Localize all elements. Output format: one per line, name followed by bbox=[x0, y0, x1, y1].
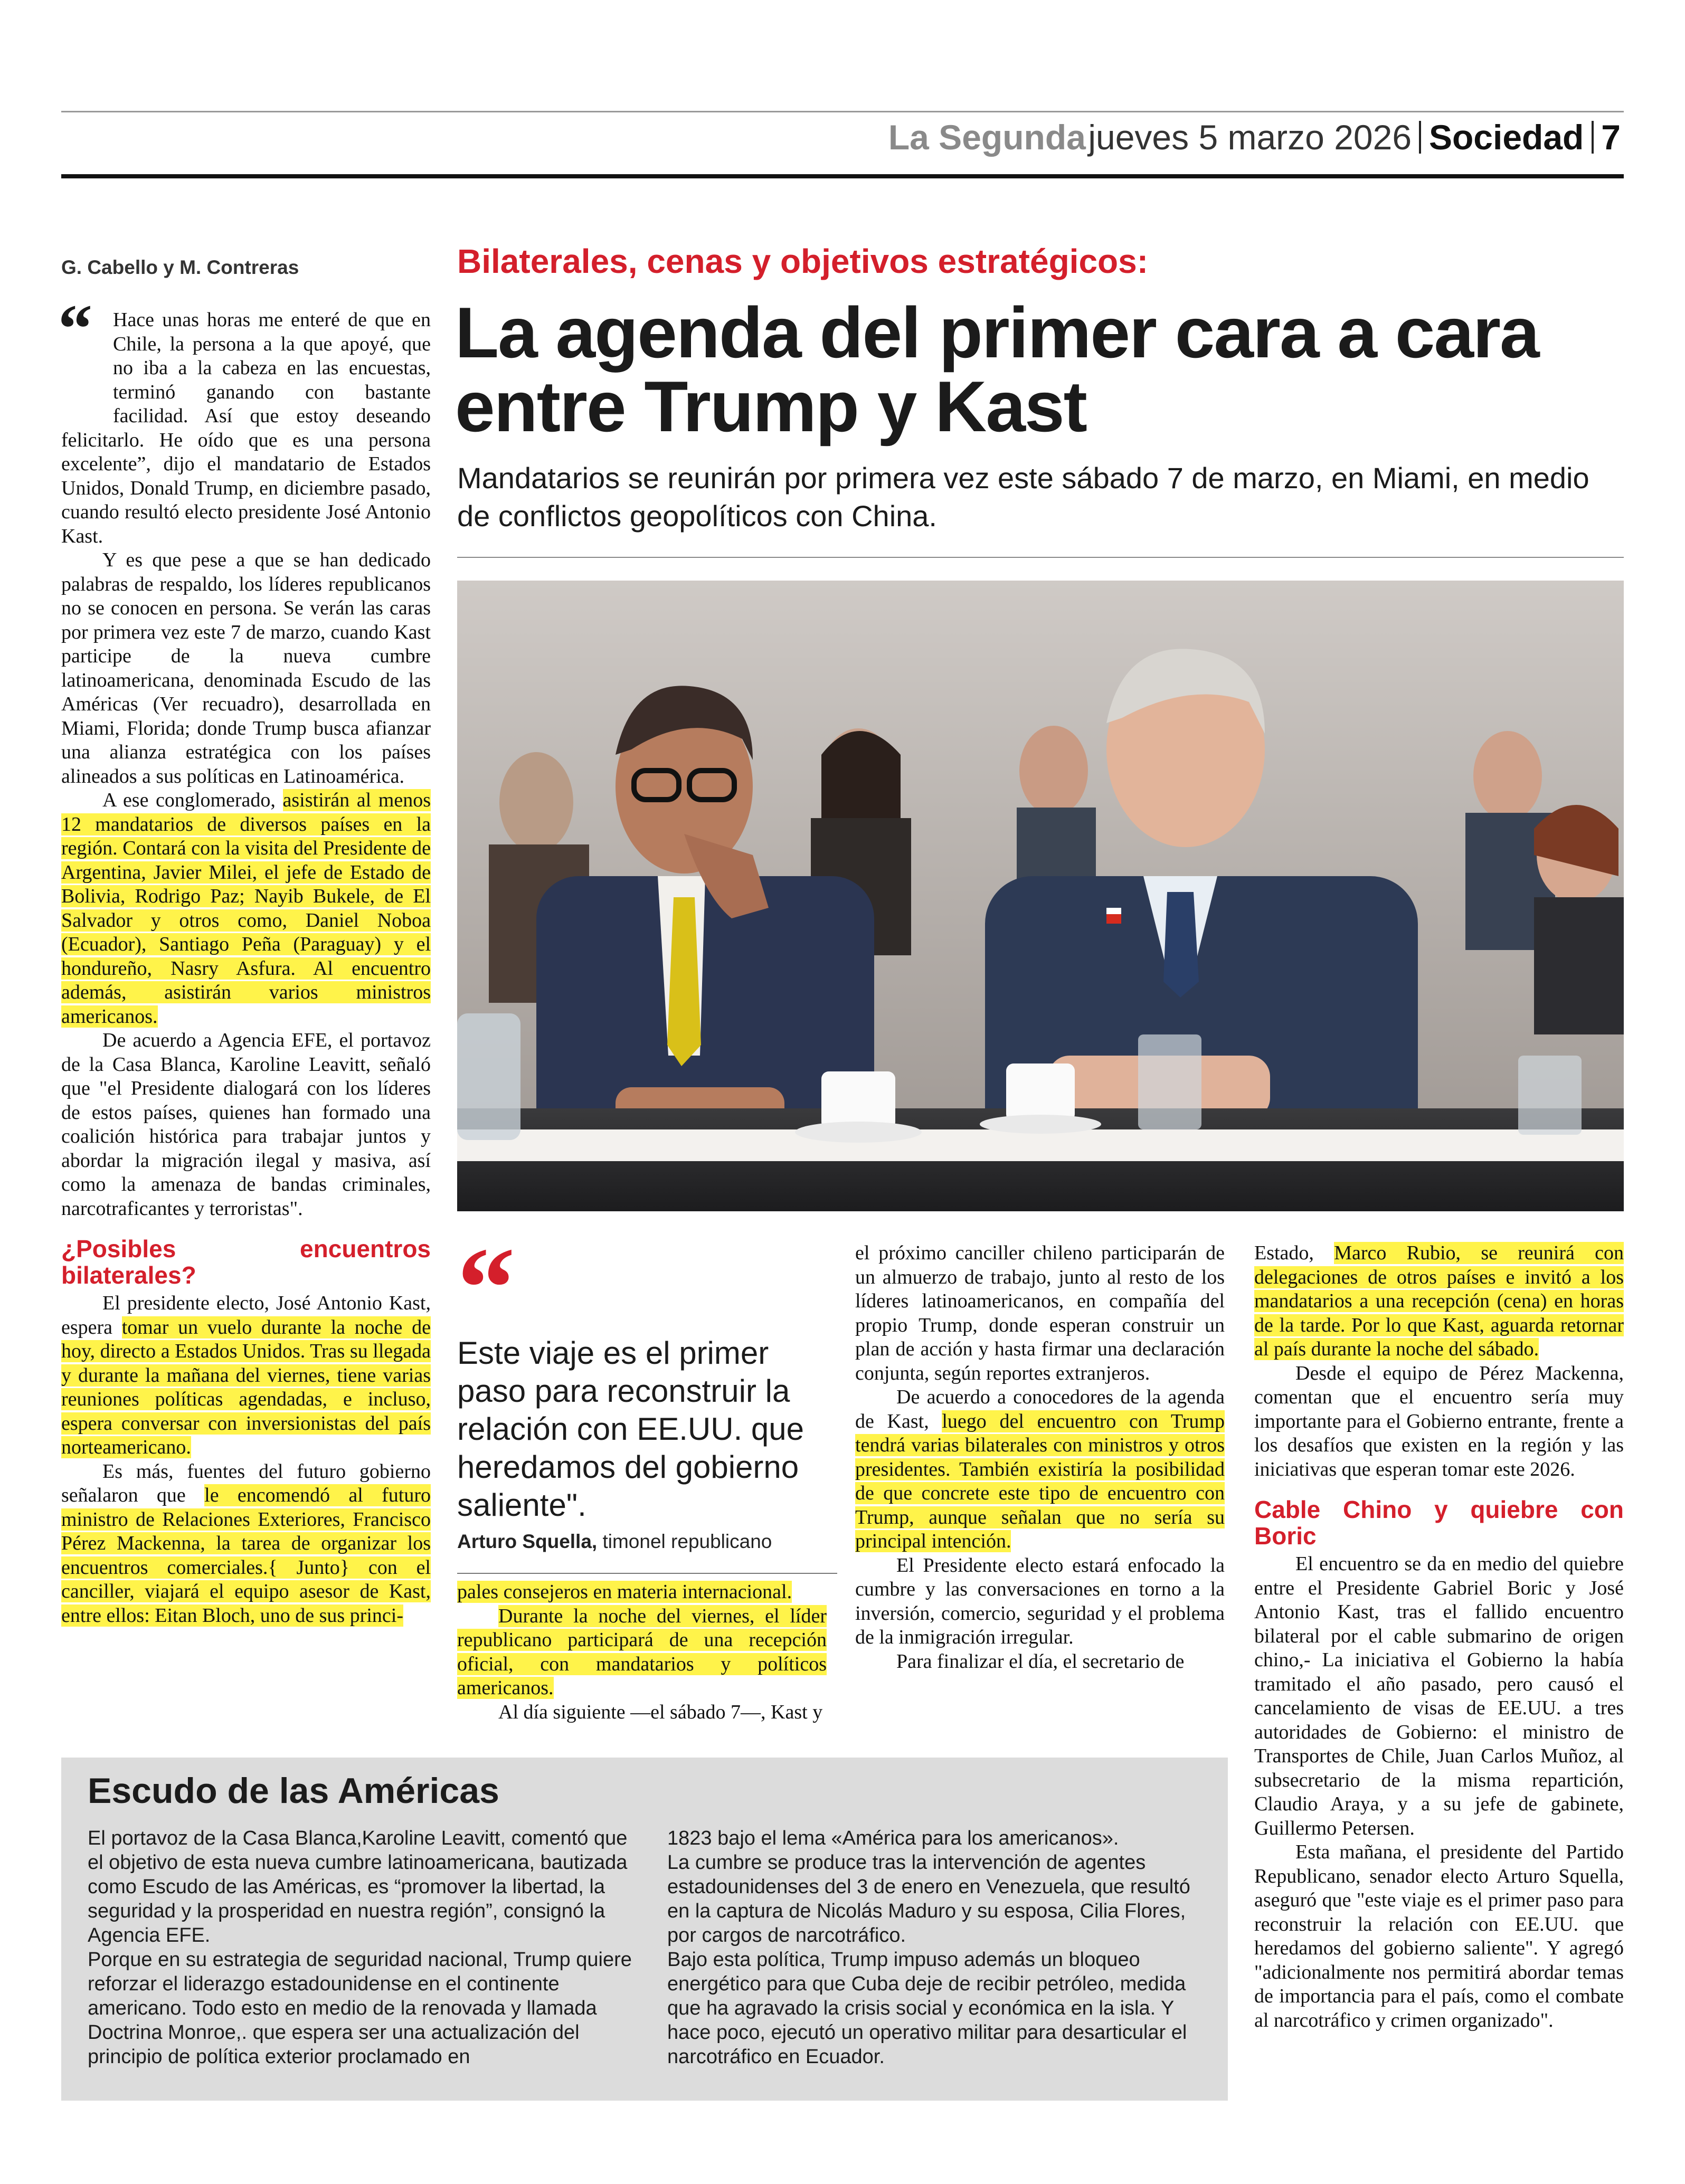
lead-quote-mark: “ bbox=[58, 291, 92, 367]
paragraph: el próximo canciller chileno participarán de un almuerzo de trabajo, junto al resto de los líderes latinoamericanos, en compañía del propio Trump, donde esperan construir un plan de acción y hasta firmar una declaración conjunta, según reportes extranjeros. bbox=[855, 1242, 1225, 1384]
subhead: ¿Posibles encuentros bilaterales? bbox=[61, 1235, 431, 1289]
paragraph: Al día siguiente —el sábado 7—, Kast y bbox=[498, 1701, 823, 1723]
sidebar-box bbox=[61, 1758, 1228, 2101]
paragraph: Durante la noche del viernes, el líder republicano participará de una recepción oficial, con mandatarios y políticos americanos. bbox=[457, 1604, 827, 1699]
sidebar-text-right: 1823 bajo el lema «América para los americanos». La cumbre se produce tras la intervención de agentes estadounidenses del 3 de enero en Venezuela, que resultó en la captura de Nicolás Maduro y su esposa, Cilia Flores, por cargos de narcotráfico. Bajo esta política, Trump impuso además un bloqueo energético para que Cuba deje de recibir petróleo, medida que ha agravado la crisis social y económica en la isla. Y hace poco, ejecutó un operativo militar para desarticular el narcotráfico en Ecuador. bbox=[667, 1827, 1190, 2068]
paragraph: Desde el equipo de Pérez Mackenna, comentan que el encuentro sería muy importante para el Gobierno entrante, frente a los desafíos que existen en la región y las iniciativas que esperan tomar este 2026. bbox=[1254, 1362, 1624, 1480]
sidebar-text-left: El portavoz de la Casa Blanca,Karoline Leavitt, comentó que el objetivo de esta nueva cumbre latinoamericana, bautizada como Escudo de las Américas, es “promover la libertad, la seguridad y la prosperidad en nuestra región”, consignó la Agencia EFE. Porque en su estrategia de seguridad nacional, Trump quiere reforzar el liderazgo estadounidense en el continente americano. Todo esto en medio de la renovada y llamada Doctrina Monroe,. que espera ser una actualización del principio de política exterior proclamado en bbox=[88, 1827, 632, 2068]
paragraph: Y es que pese a que se han dedicado palabras de respaldo, los líderes republicanos no se conocen en persona. Se verán las caras por primera vez este 7 de marzo, cuando Kast participe de la nueva cumbre latinoamericana, denominada Escudo de las Américas (Ver recuadro), desarrollada en Miami, Florida; donde Trump busca afianzar una alianza estratégica con los países alineados a sus políticas en Latinoamérica. bbox=[61, 549, 431, 787]
subhead: Cable Chino y quiebre con Boric bbox=[1254, 1496, 1624, 1550]
paragraph: El encuentro se da en medio del quiebre entre el Presidente Gabriel Boric y José Antonio Kast, tras el fallido encuentro bilateral por el cable submarino de origen chino,- La iniciativa el Gobierno la había tramitado el año pasado, pero causó el cancelamiento de visas de EE.UU. a tres autoridades de Gobierno: el ministro de Transportes de Chile, Juan Carlos Muñoz, al subsecretario de la misma repartición, Claudio Araya, y a su jefe de gabinete, Guillermo Petersen. bbox=[1254, 1553, 1624, 1839]
pullquote-mark: “ bbox=[457, 1223, 515, 1352]
paragraph: Es más, fuentes del futuro gobierno señalaron que le encomendó al futuro ministro de Relaciones Exteriores, Francisco Pérez Mackenna, la tarea de organizar los encuentros comerciales.{ Junto} con el canciller, viajará el equipo asesor de Kast, entre ellos: Eitan Bloch, uno de sus princi- bbox=[61, 1460, 431, 1627]
paragraph: pales consejeros en materia internacional. bbox=[457, 1581, 792, 1603]
pullquote-role: timonel republicano bbox=[602, 1531, 772, 1552]
header-date: jueves 5 marzo 2026 bbox=[1088, 118, 1412, 157]
paragraph: Esta mañana, el presidente del Partido Republicano, senador electo Arturo Squella, aseguró que "este viaje es el primer paso para reconstruir la relación con EE.UU. que heredamos del gobierno saliente". Y agregó "adicionalmente nos permitirá abordar temas de importancia para el país, como el combate al narcotráfico y crimen organizado". bbox=[1254, 1841, 1624, 2031]
deck: Mandatarios se reunirán por primera vez este sábado 7 de marzo, en Miami, en medio de conflictos geopolíticos con China. bbox=[457, 461, 1589, 533]
pullquote-author: Arturo Squella, bbox=[457, 1531, 598, 1552]
pullquote-attribution bbox=[457, 1531, 837, 1553]
pullquote-rule bbox=[457, 1573, 837, 1574]
paragraph: De acuerdo a conocedores de la agenda de Kast, luego del encuentro con Trump tendrá varias bilaterales con ministros y otros presidentes. También existiría la posibilidad de que concrete este tipo de encuentro con Trump, aunque señalan que no sería su principal intención. bbox=[855, 1386, 1225, 1552]
paragraph: Estado, Marco Rubio, se reunirá con delegaciones de otros países e invitó a los mandatarios a una recepción (cena) en horas de la tarde. Por lo que Kast, aguarda retornar al país durante la noche del sábado. bbox=[1254, 1242, 1624, 1360]
lead-paragraph: Hace unas horas me enteré de que en Chile, la persona a la que apoyé, que no iba a la cabeza en las encuestas, terminó ganando con bastante facilidad. Así que estoy deseando felicitarlo. He oído que es una persona excelente”, dijo el mandatario de Estados Unidos, Donald Trump, en diciembre pasado, cuando resultó electo presidente José Antonio Kast. bbox=[61, 309, 431, 547]
page-number: 7 bbox=[1601, 118, 1621, 157]
sidebar-title: Escudo de las Américas bbox=[88, 1771, 499, 1811]
brand-name: La Segunda bbox=[888, 118, 1086, 157]
article-column-2 bbox=[457, 1580, 827, 1724]
article-column-1 bbox=[58, 291, 431, 1628]
paragraph: El Presidente electo estará enfocado la cumbre y las conversaciones en torno a la inversión, comercio, seguridad y el problema de la inmigración irregular. bbox=[855, 1554, 1225, 1648]
article-column-4 bbox=[1254, 1241, 1624, 2033]
article-photo bbox=[457, 581, 1624, 1211]
paragraph: Para finalizar el día, el secretario de bbox=[896, 1650, 1185, 1673]
pullquote-text: Este viaje es el primer paso para reconstruir la relación con EE.UU. que heredamos del gobierno saliente". bbox=[457, 1335, 804, 1523]
paragraph: A ese conglomerado, asistirán al menos 12 mandatarios de diversos países en la región. Contará con la visita del Presidente de Argentina, Javier Milei, el jefe de Estado de Bolivia, Rodrigo Paz; Nayib Bukele, de El Salvador y otros como, Daniel Noboa (Ecuador), Santiago Peña (Paraguay) y el hondureño, Nasry Asfura. Al encuentro además, asistirán varios ministros americanos. bbox=[61, 789, 431, 1028]
headline: La agenda del primer cara a cara entre Trump y Kast bbox=[455, 292, 1539, 447]
top-thin-rule bbox=[61, 111, 1624, 112]
section-name: Sociedad bbox=[1428, 118, 1584, 157]
kicker: Bilaterales, cenas y objetivos estratégicos: bbox=[457, 242, 1149, 280]
pullquote bbox=[457, 1223, 837, 1553]
byline: G. Cabello y M. Contreras bbox=[61, 257, 299, 278]
article-column-3 bbox=[855, 1241, 1225, 1674]
page-header bbox=[845, 117, 1621, 155]
paragraph: El presidente electo, José Antonio Kast, espera tomar un vuelo durante la noche de hoy, directo a Estados Unidos. Tras su llegada y durante la mañana del viernes, tiene varias reuniones políticas agendadas, e incluso, espera conversar con inversionistas del país norteamericano. bbox=[61, 1292, 431, 1458]
header-thick-rule bbox=[61, 174, 1624, 178]
paragraph: De acuerdo a Agencia EFE, el portavoz de la Casa Blanca, Karoline Leavitt, señaló que "el Presidente dialogará con los líderes de estos países, quienes han formado una coalición histórica para trabajar juntos y abordar la migración ilegal y masiva, así como la amenaza de bandas criminales, narcotraficantes y terroristas". bbox=[61, 1029, 431, 1220]
deck-rule bbox=[457, 557, 1624, 558]
